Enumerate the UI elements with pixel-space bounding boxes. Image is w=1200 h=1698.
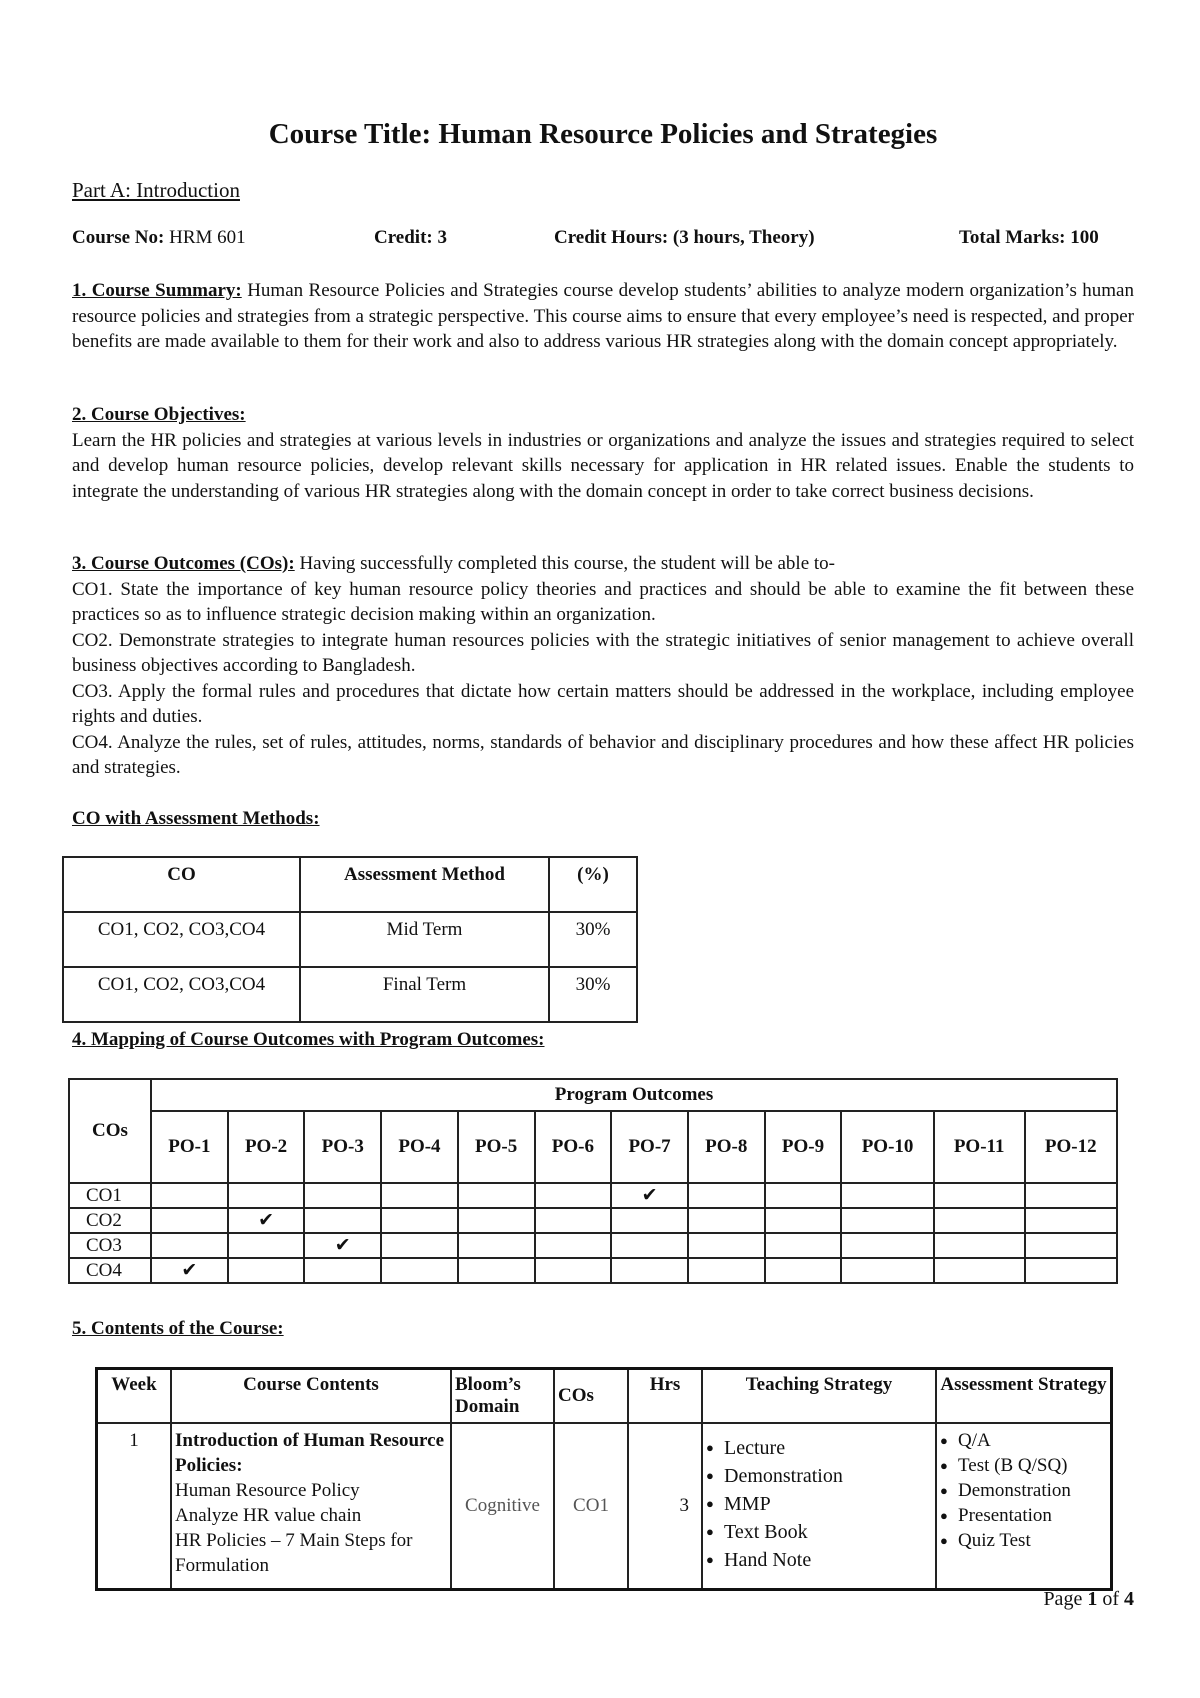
- contents-topic: Human Resource Policy: [175, 1480, 360, 1501]
- assessment-cell: CO1, CO2, CO3,CO4: [63, 967, 300, 1022]
- table-row: [69, 1258, 1117, 1283]
- mapping-cell: [611, 1233, 688, 1258]
- table-row: [63, 912, 637, 967]
- mapping-header-po: PO-6: [535, 1111, 612, 1183]
- course-summary-heading: 1. Course Summary:: [72, 280, 242, 301]
- mapping-cell: [688, 1233, 765, 1258]
- mapping-cell: [841, 1208, 933, 1233]
- mapping-cell: [1025, 1233, 1117, 1258]
- mapping-cell: [688, 1183, 765, 1208]
- blooms-line1: Bloom’s: [455, 1374, 521, 1395]
- co2-text: CO2. Demonstrate strategies to integrate human resources policies with the strategic initiatives of senior management to achieve overall business objectives according to Bangladesh.: [72, 629, 1134, 676]
- mapping-cell: [151, 1208, 228, 1233]
- contents-hrs: 3: [628, 1423, 702, 1589]
- mapping-cell: [304, 1183, 381, 1208]
- mapping-header-po: PO-12: [1025, 1111, 1117, 1183]
- check-icon: ✔: [151, 1258, 228, 1283]
- check-icon: ✔: [228, 1208, 305, 1233]
- blooms-line2: Domain: [455, 1396, 520, 1417]
- page-current: 1: [1087, 1588, 1098, 1610]
- course-no: [72, 227, 246, 249]
- contents-header-cos: COs: [554, 1369, 628, 1424]
- total-marks: Total Marks: 100: [959, 227, 1099, 248]
- assessment-strategy-list: [940, 1428, 1107, 1553]
- mapping-cell: [1025, 1183, 1117, 1208]
- contents-header-course-contents: Course Contents: [171, 1369, 451, 1424]
- mapping-cell: [228, 1233, 305, 1258]
- mapping-header-po: PO-3: [304, 1111, 381, 1183]
- list-item: ● Demonstration: [706, 1462, 932, 1490]
- mapping-cell: [841, 1183, 933, 1208]
- mapping-group-row: [69, 1079, 1117, 1111]
- assessment-strategy-cell: [936, 1423, 1112, 1589]
- contents-header-assessment: Assessment Strategy: [936, 1369, 1112, 1424]
- mapping-cell: [458, 1233, 535, 1258]
- mapping-cell: [611, 1258, 688, 1283]
- page-total: 4: [1124, 1588, 1134, 1610]
- contents-header-blooms: [451, 1369, 554, 1424]
- mapping-cell: [458, 1258, 535, 1283]
- contents-topic: Analyze HR value chain: [175, 1505, 362, 1526]
- mapping-header-po: PO-4: [381, 1111, 458, 1183]
- page-title: Course Title: Human Resource Policies and Strategies: [268, 118, 938, 150]
- mapping-cell: [458, 1208, 535, 1233]
- mapping-cell: [151, 1183, 228, 1208]
- assessment-table: [62, 856, 638, 1023]
- mapping-header-po: PO-7: [611, 1111, 688, 1183]
- mapping-header-po: PO-8: [688, 1111, 765, 1183]
- check-icon: ✔: [304, 1233, 381, 1258]
- table-row: [69, 1183, 1117, 1208]
- assessment-header-percent: (%): [549, 857, 637, 912]
- mapping-cell: [765, 1183, 842, 1208]
- mapping-cell: [765, 1258, 842, 1283]
- contents-table: [95, 1367, 1113, 1591]
- mapping-header-po: PO-2: [228, 1111, 305, 1183]
- assessment-cell: Final Term: [300, 967, 549, 1022]
- contents-header-hrs: Hrs: [628, 1369, 702, 1424]
- assessment-cell: Mid Term: [300, 912, 549, 967]
- mapping-row-label: CO4: [69, 1258, 151, 1283]
- page-of: of: [1102, 1588, 1119, 1610]
- assessment-header-co: CO: [63, 857, 300, 912]
- mapping-cell: [535, 1233, 612, 1258]
- mapping-cell: [381, 1208, 458, 1233]
- mapping-header-po: PO-10: [841, 1111, 933, 1183]
- list-item: ● Quiz Test: [940, 1528, 1107, 1553]
- mapping-cell: [535, 1183, 612, 1208]
- contents-topics: [171, 1423, 451, 1589]
- course-outcomes-intro: Having successfully completed this course, the student will be able to-: [299, 553, 835, 574]
- mapping-header-group: Program Outcomes: [151, 1079, 1117, 1111]
- contents-co: CO1: [554, 1423, 628, 1589]
- course-summary: [72, 278, 1134, 355]
- contents-header-teaching: Teaching Strategy: [702, 1369, 936, 1424]
- table-row: [69, 1208, 1117, 1233]
- mapping-cell: [535, 1208, 612, 1233]
- assessment-cell: 30%: [549, 967, 637, 1022]
- mapping-cell: [1025, 1208, 1117, 1233]
- mapping-header-cos: COs: [69, 1079, 151, 1183]
- mapping-cell: [688, 1208, 765, 1233]
- mapping-table: [68, 1078, 1118, 1284]
- mapping-header-po: PO-9: [765, 1111, 842, 1183]
- mapping-row-label: CO2: [69, 1208, 151, 1233]
- credit-hours: Credit Hours: (3 hours, Theory): [554, 227, 815, 248]
- mapping-header-po: PO-11: [934, 1111, 1025, 1183]
- list-item: ● Text Book: [706, 1518, 932, 1546]
- mapping-cell: [934, 1183, 1025, 1208]
- credit: Credit: 3: [374, 227, 447, 248]
- list-item: ● Presentation: [940, 1503, 1107, 1528]
- course-objectives-heading: 2. Course Objectives:: [72, 404, 246, 425]
- contents-header-row: [97, 1369, 1112, 1424]
- mapping-cell: [934, 1208, 1025, 1233]
- course-no-label: Course No:: [72, 227, 165, 248]
- mapping-cell: [688, 1258, 765, 1283]
- teaching-strategy-list: [706, 1434, 932, 1574]
- co3-text: CO3. Apply the formal rules and procedures that dictate how certain matters should be addressed in the workplace, including employee rights and duties.: [72, 680, 1134, 727]
- mapping-heading-wrap: [72, 1027, 1134, 1053]
- list-item: ● Q/A: [940, 1428, 1107, 1453]
- mapping-row-label: CO1: [69, 1183, 151, 1208]
- check-icon: ✔: [611, 1183, 688, 1208]
- mapping-cell: [535, 1258, 612, 1283]
- mapping-cell: [381, 1258, 458, 1283]
- assessment-cell: CO1, CO2, CO3,CO4: [63, 912, 300, 967]
- list-item: ● Lecture: [706, 1434, 932, 1462]
- mapping-cell: [381, 1183, 458, 1208]
- contents-topic: HR Policies – 7 Main Steps for Formulation: [175, 1530, 413, 1576]
- assessment-heading: CO with Assessment Methods:: [72, 808, 320, 829]
- mapping-cell: [934, 1233, 1025, 1258]
- list-item: ● Demonstration: [940, 1478, 1107, 1503]
- contents-heading: 5. Contents of the Course:: [72, 1318, 284, 1339]
- mapping-cell: [765, 1208, 842, 1233]
- table-row: [69, 1233, 1117, 1258]
- mapping-body: [69, 1183, 1117, 1283]
- mapping-cell: [228, 1183, 305, 1208]
- mapping-cell: [458, 1183, 535, 1208]
- page-prefix: Page: [1043, 1588, 1083, 1610]
- contents-header-week: Week: [97, 1369, 172, 1424]
- mapping-cell: [934, 1258, 1025, 1283]
- mapping-cell: [1025, 1258, 1117, 1283]
- mapping-cell: [228, 1258, 305, 1283]
- course-summary-text: Human Resource Policies and Strategies course develop students’ abilities to analyze modern organization’s human resource policies and strategies from a strategic perspective. This course aims to ensure that every employee’s need is respected, and proper benefits are made available to them for their work and also to address various HR strategies along with the domain concept appropriately.: [72, 280, 1134, 352]
- assessment-header-method: Assessment Method: [300, 857, 549, 912]
- mapping-row-label: CO3: [69, 1233, 151, 1258]
- mapping-po-header-row: [69, 1111, 1117, 1183]
- mapping-cell: [841, 1258, 933, 1283]
- mapping-cell: [381, 1233, 458, 1258]
- table-row: [63, 967, 637, 1022]
- contents-week: 1: [97, 1423, 172, 1589]
- co1-text: CO1. State the importance of key human resource policy theories and practices and should be able to examine the fit between these practices so as to influence strategic decision making within an organization.: [72, 578, 1134, 625]
- mapping-header-po: PO-5: [458, 1111, 535, 1183]
- mapping-cell: [765, 1233, 842, 1258]
- assessment-header-row: [63, 857, 637, 912]
- mapping-cell: [611, 1208, 688, 1233]
- course-outcomes-heading: 3. Course Outcomes (COs):: [72, 553, 295, 574]
- list-item: ● MMP: [706, 1490, 932, 1518]
- assessment-cell: 30%: [549, 912, 637, 967]
- mapping-heading: 4. Mapping of Course Outcomes with Program Outcomes:: [72, 1029, 545, 1050]
- part-heading: Part A: Introduction: [72, 178, 240, 202]
- mapping-cell: [151, 1233, 228, 1258]
- course-objectives-text: Learn the HR policies and strategies at various levels in industries or organizations and analyze the issues and strategies required to select and develop human resource policies, develop relevant skills necessary for application in HR related issues. Enable the students to integrate the understanding of various HR strategies along with the domain concept in order to take correct business decisions.: [72, 429, 1134, 502]
- mapping-cell: [304, 1208, 381, 1233]
- course-no-value: HRM 601: [169, 227, 246, 248]
- course-objectives: [72, 402, 1134, 504]
- assessment-heading-wrap: [72, 806, 1134, 832]
- mapping-cell: [304, 1258, 381, 1283]
- mapping-header-po: PO-1: [151, 1111, 228, 1183]
- course-outcomes: [72, 551, 1134, 781]
- list-item: ● Hand Note: [706, 1546, 932, 1574]
- list-item: ● Test (B Q/SQ): [940, 1453, 1107, 1478]
- co4-text: CO4. Analyze the rules, set of rules, attitudes, norms, standards of behavior and disciplinary procedures and how these affect HR policies and strategies.: [72, 731, 1134, 778]
- contents-blooms: Cognitive: [451, 1423, 554, 1589]
- contents-topic-heading: Introduction of Human Resource Policies:: [175, 1430, 445, 1476]
- teaching-strategy-cell: [702, 1423, 936, 1589]
- page-number: [1043, 1588, 1134, 1611]
- mapping-cell: [841, 1233, 933, 1258]
- contents-heading-wrap: [72, 1316, 1134, 1342]
- table-row: [97, 1423, 1112, 1589]
